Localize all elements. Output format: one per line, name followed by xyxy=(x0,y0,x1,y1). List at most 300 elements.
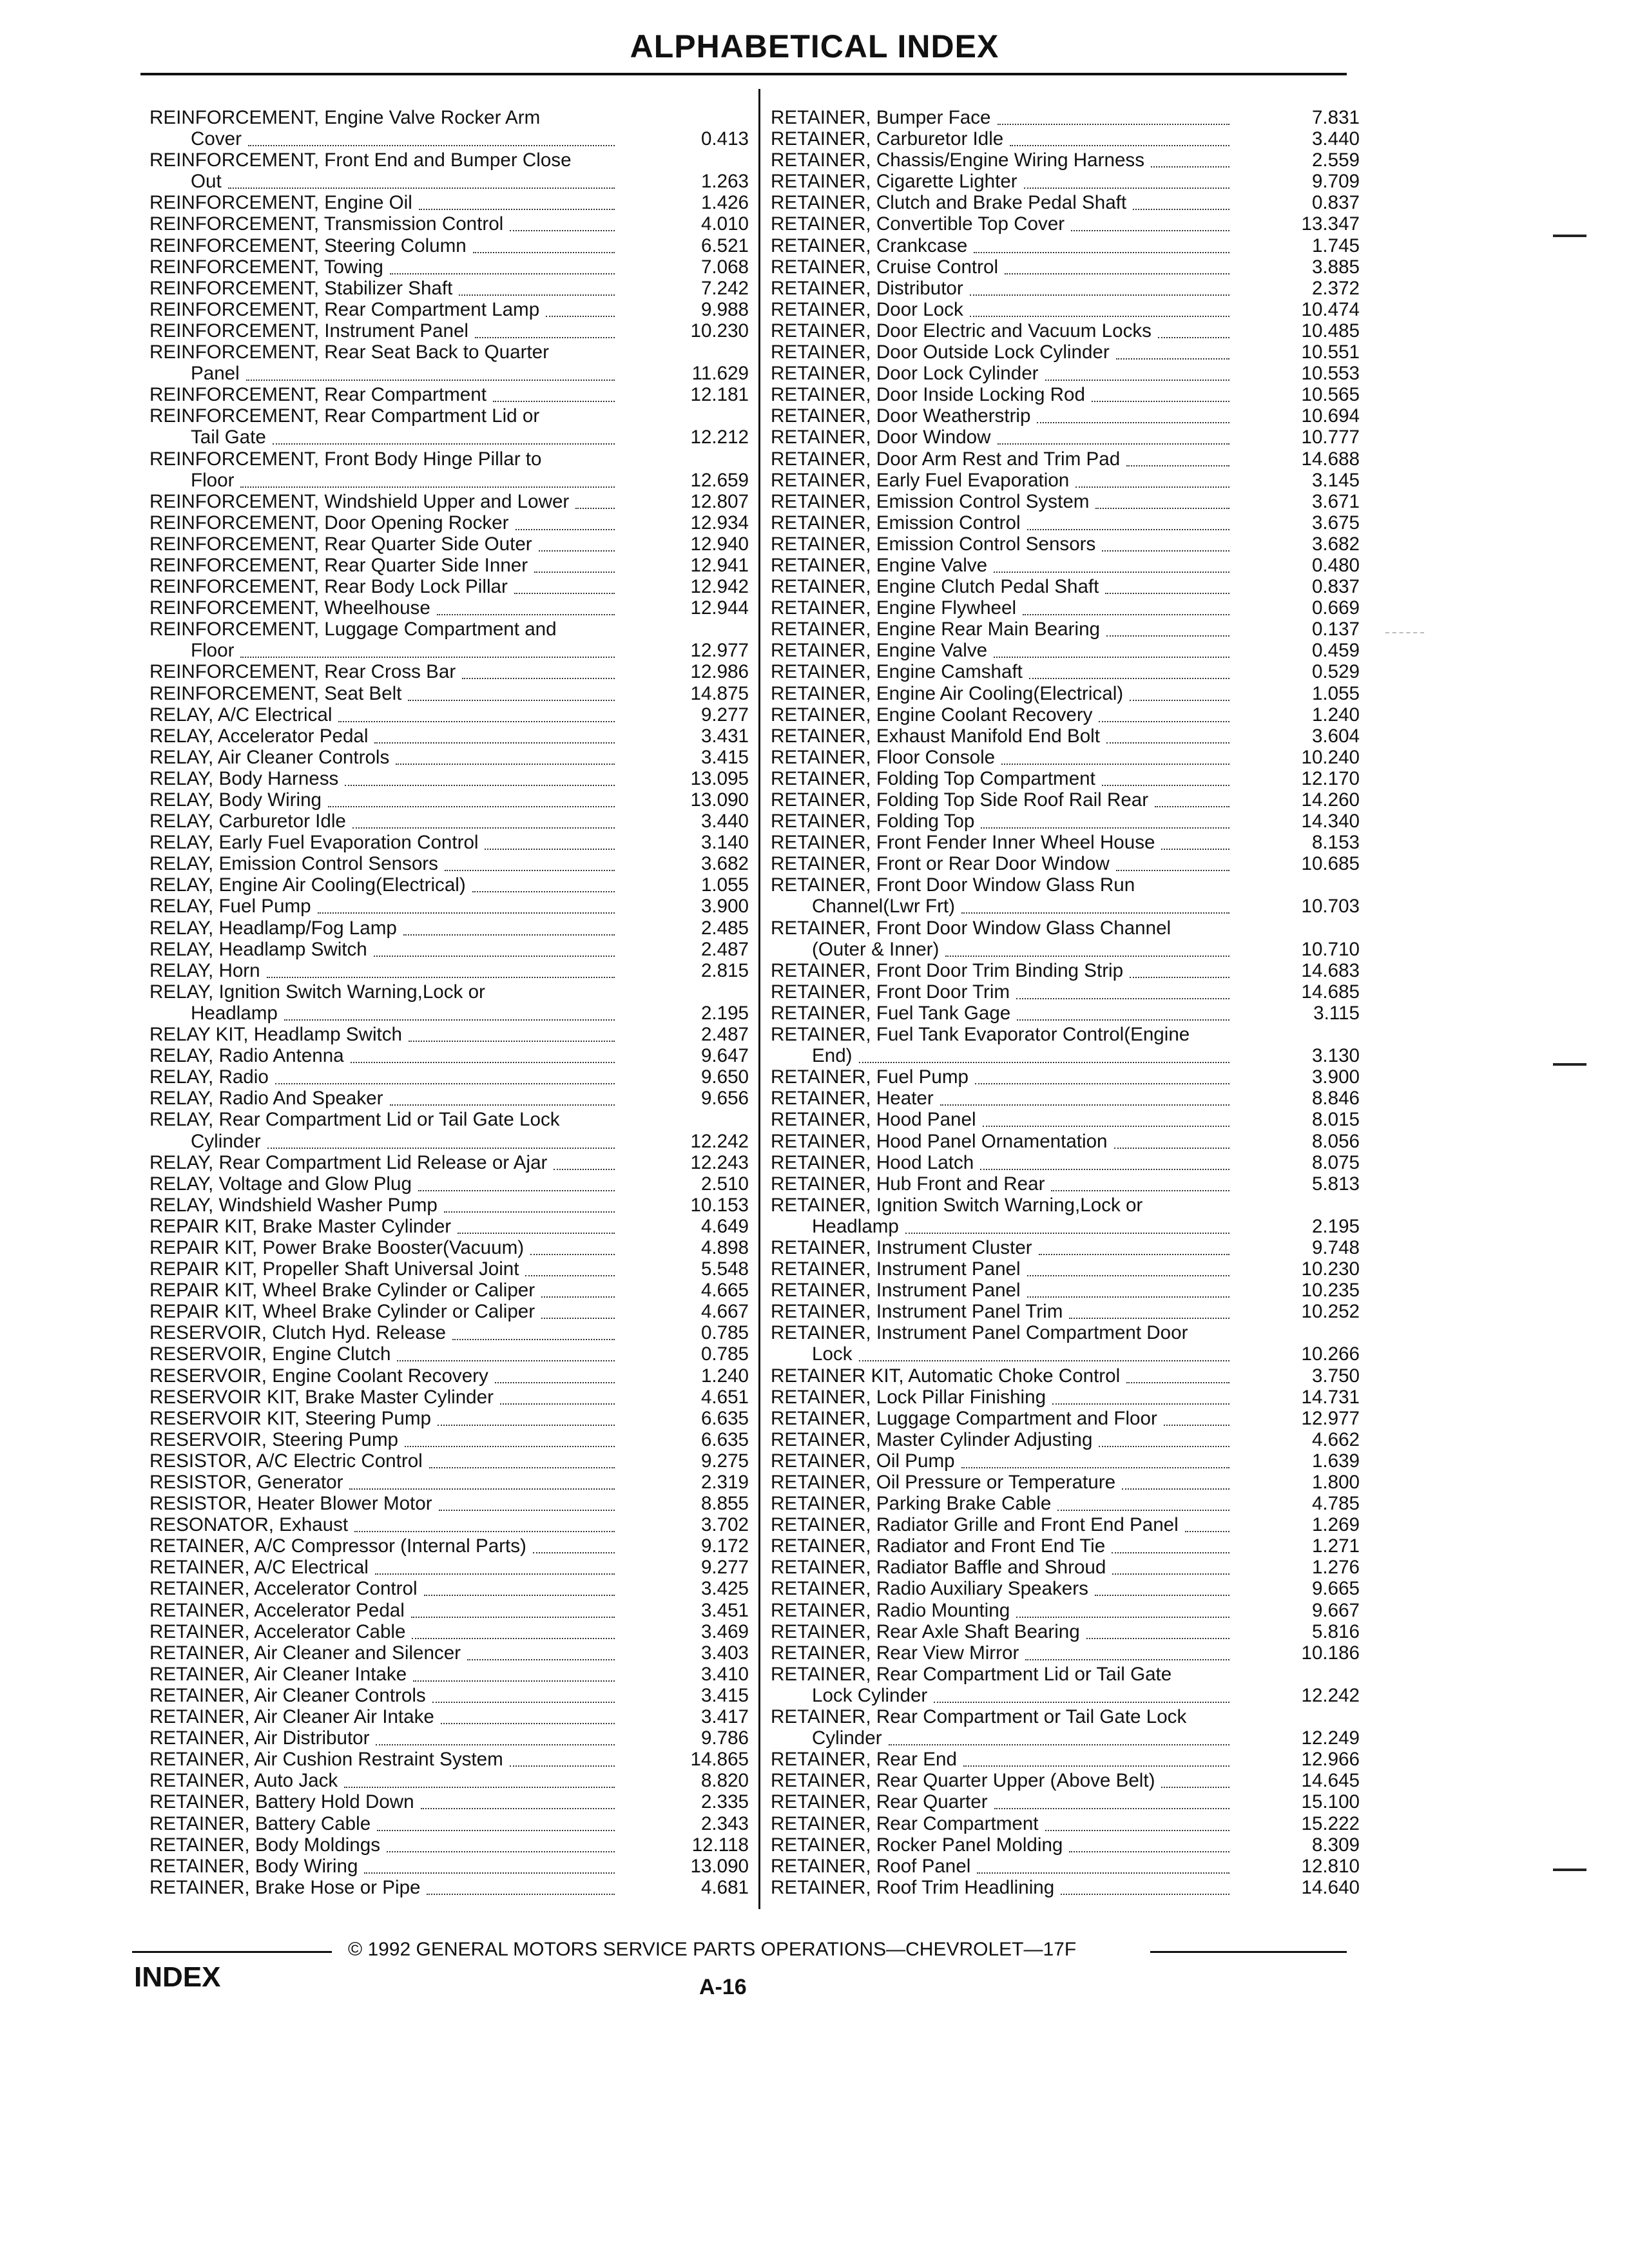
entry-page: 4.651 xyxy=(700,1386,749,1408)
entry-text: REPAIR KIT, Wheel Brake Cylinder or Caliper xyxy=(149,1280,535,1302)
entry-text: RETAINER, Hood Panel xyxy=(771,1109,976,1131)
entry-page: 10.551 xyxy=(1301,341,1360,363)
entry-text: RELAY, Air Cleaner Controls xyxy=(149,746,390,768)
dot-leader xyxy=(352,814,615,829)
index-entry xyxy=(149,938,749,960)
entry-text: RETAINER, Front Door Trim xyxy=(771,981,1010,1003)
entry-text: RETAINER, Radiator Baffle and Shroud xyxy=(771,1557,1106,1579)
entry-text: RETAINER, Instrument Panel xyxy=(771,1280,1021,1302)
dot-leader xyxy=(1106,622,1229,637)
dot-leader xyxy=(375,1561,615,1575)
dot-leader xyxy=(1001,751,1229,765)
entry-page: 12.941 xyxy=(690,554,749,576)
entry-text: RETAINER, Floor Console xyxy=(771,746,996,768)
dot-leader xyxy=(1005,260,1229,274)
dot-leader xyxy=(472,878,615,892)
index-entry xyxy=(771,1131,1360,1152)
entry-text: RESERVOIR, Steering Pump xyxy=(149,1428,398,1450)
index-entry xyxy=(149,128,749,150)
entry-page: 6.521 xyxy=(700,235,749,256)
dot-leader xyxy=(975,1070,1229,1084)
index-entry xyxy=(149,767,749,789)
dot-leader xyxy=(432,1689,615,1703)
index-entry xyxy=(771,1258,1360,1280)
dot-leader xyxy=(240,644,615,658)
index-entry xyxy=(771,1408,1360,1429)
dot-leader xyxy=(1158,324,1229,338)
entry-page: 14.865 xyxy=(690,1749,749,1771)
entry-text: RELAY, A/C Electrical xyxy=(149,704,333,726)
entry-text: RELAY, Windshield Washer Pump xyxy=(149,1194,438,1216)
entry-text: REINFORCEMENT, Rear Quarter Side Inner xyxy=(149,554,528,576)
dot-leader xyxy=(994,1795,1229,1809)
entry-text: RETAINER, Air Cleaner and Silencer xyxy=(149,1642,461,1664)
entry-text: RETAINER, Crankcase xyxy=(771,235,968,256)
entry-page: 12.986 xyxy=(690,661,749,683)
entry-text: RELAY, Headlamp/Fog Lamp xyxy=(149,917,397,939)
dot-leader xyxy=(1102,537,1229,552)
entry-page: 9.647 xyxy=(700,1045,749,1067)
entry-text: RESERVOIR, Engine Clutch xyxy=(149,1343,391,1365)
dot-leader xyxy=(485,836,615,850)
entry-text: RETAINER, Front Door Window Glass Run xyxy=(771,874,1135,896)
index-entry xyxy=(771,1727,1360,1749)
entry-text: REINFORCEMENT, Stabilizer Shaft xyxy=(149,277,453,299)
entry-page: 12.659 xyxy=(690,469,749,491)
dot-leader xyxy=(374,943,615,957)
entry-page: 3.885 xyxy=(1311,256,1360,278)
index-entry xyxy=(149,619,620,640)
dot-leader xyxy=(1052,1390,1229,1405)
entry-page: 10.710 xyxy=(1301,938,1360,960)
index-entry xyxy=(771,555,1360,576)
entry-text: RETAINER, Luggage Compartment and Floor xyxy=(771,1407,1157,1429)
entry-page: 12.977 xyxy=(690,640,749,662)
dot-leader xyxy=(541,1305,615,1319)
dot-leader xyxy=(514,580,615,594)
index-entry xyxy=(771,384,1360,405)
entry-page: 3.410 xyxy=(700,1663,749,1685)
entry-text: RETAINER, Instrument Cluster xyxy=(771,1236,1032,1258)
entry-page: 14.685 xyxy=(1301,981,1360,1003)
entry-text: RETAINER, Rear Compartment or Tail Gate Lock xyxy=(771,1706,1187,1728)
index-entry xyxy=(771,1600,1360,1621)
entry-page: 1.276 xyxy=(1311,1557,1360,1579)
entry-text: REINFORCEMENT, Front Body Hinge Pillar to xyxy=(149,448,542,470)
entry-page: 2.372 xyxy=(1311,277,1360,299)
entry-text: RETAINER, Folding Top xyxy=(771,811,975,832)
index-entry xyxy=(149,1002,749,1024)
dot-leader xyxy=(1069,1838,1229,1852)
entry-text: RESISTOR, Heater Blower Motor xyxy=(149,1493,432,1515)
entry-text: RELAY, Body Harness xyxy=(149,767,339,789)
dot-leader xyxy=(475,324,615,338)
index-entry xyxy=(771,470,1360,491)
index-entry xyxy=(771,491,1360,512)
dot-leader xyxy=(859,1347,1229,1361)
dot-leader xyxy=(961,1454,1229,1468)
entry-text: RETAINER, Fuel Tank Gage xyxy=(771,1002,1011,1024)
entry-page: 10.565 xyxy=(1301,384,1360,406)
entry-text: RESERVOIR KIT, Brake Master Cylinder xyxy=(149,1386,494,1408)
entry-page: 7.831 xyxy=(1311,107,1360,128)
dot-leader xyxy=(970,282,1229,296)
index-entry xyxy=(771,1216,1360,1237)
entry-text: RETAINER, Heater xyxy=(771,1088,934,1110)
dot-leader xyxy=(1099,708,1229,722)
dot-leader xyxy=(977,1860,1229,1874)
entry-page: 3.145 xyxy=(1311,469,1360,491)
dot-leader xyxy=(408,687,615,701)
entry-page: 2.335 xyxy=(700,1791,749,1813)
index-entry xyxy=(149,1535,749,1557)
entry-page: 2.319 xyxy=(700,1472,749,1493)
index-entry xyxy=(771,619,1360,640)
entry-page: 8.855 xyxy=(700,1493,749,1515)
entry-page: 1.745 xyxy=(1311,235,1360,256)
dot-leader xyxy=(1029,665,1229,679)
entry-text: REINFORCEMENT, Door Opening Rocker xyxy=(149,512,509,533)
index-entry xyxy=(771,1472,1360,1493)
index-entry xyxy=(771,427,1360,448)
entry-page: 10.777 xyxy=(1301,427,1360,448)
entry-text: RETAINER, Air Cleaner Air Intake xyxy=(149,1706,434,1728)
index-entry xyxy=(771,960,1360,981)
dot-leader xyxy=(1151,153,1229,168)
dot-leader xyxy=(405,1433,615,1447)
entry-page: 1.263 xyxy=(700,171,749,193)
dot-leader xyxy=(530,1241,615,1255)
entry-page: 9.650 xyxy=(700,1066,749,1088)
entry-page: 12.243 xyxy=(690,1151,749,1173)
entry-text: RETAINER, Hood Panel Ornamentation xyxy=(771,1130,1108,1152)
entry-page: 12.810 xyxy=(1301,1855,1360,1877)
entry-page: 4.667 xyxy=(700,1301,749,1323)
entry-page: 2.487 xyxy=(700,1024,749,1046)
entry-page: 8.846 xyxy=(1311,1088,1360,1110)
entry-text: Lock Cylinder xyxy=(812,1684,928,1706)
index-entry xyxy=(149,1791,749,1813)
dot-leader xyxy=(1016,985,1229,999)
entry-text: RETAINER KIT, Automatic Choke Control xyxy=(771,1365,1121,1387)
entry-text: REINFORCEMENT, Windshield Upper and Lower xyxy=(149,490,570,512)
dot-leader xyxy=(510,1753,615,1767)
entry-text: RETAINER, Fuel Tank Evaporator Control(Engine xyxy=(771,1024,1190,1046)
index-entry xyxy=(149,107,620,128)
entry-page: 13.347 xyxy=(1301,213,1360,235)
dot-leader xyxy=(859,1049,1229,1063)
entry-page: 3.415 xyxy=(700,1684,749,1706)
entry-text: RELAY, Carburetor Idle xyxy=(149,811,346,832)
dot-leader xyxy=(351,1049,615,1063)
index-entry xyxy=(149,1663,749,1685)
entry-text: Out xyxy=(191,171,222,193)
entry-page: 3.671 xyxy=(1311,490,1360,512)
dot-leader xyxy=(1010,132,1229,146)
index-entry xyxy=(771,918,1360,939)
margin-mark xyxy=(1553,1063,1586,1066)
dot-leader xyxy=(1045,367,1229,381)
entry-page: 9.665 xyxy=(1311,1578,1360,1600)
footer-rule-left xyxy=(132,1951,332,1953)
entry-text: RETAINER, Door Inside Locking Rod xyxy=(771,384,1085,406)
index-entry xyxy=(149,640,749,662)
entry-text: REINFORCEMENT, Rear Seat Back to Quarter xyxy=(149,341,549,363)
dot-leader xyxy=(403,921,615,936)
dot-leader xyxy=(438,1412,615,1426)
entry-text: RETAINER, Engine Flywheel xyxy=(771,597,1017,619)
dot-leader xyxy=(467,1646,615,1660)
index-entry xyxy=(149,832,749,854)
right-index-column xyxy=(771,107,1360,1898)
entry-text: RELAY, Rear Compartment Lid or Tail Gate Lock xyxy=(149,1109,560,1131)
dot-leader xyxy=(273,430,615,445)
dot-leader xyxy=(248,132,615,146)
dot-leader xyxy=(1092,388,1229,402)
index-entry xyxy=(149,320,749,341)
index-entry xyxy=(771,1706,1360,1727)
index-entry xyxy=(771,1834,1360,1856)
index-entry xyxy=(771,683,1360,704)
entry-text: RESONATOR, Exhaust xyxy=(149,1514,349,1536)
dot-leader xyxy=(980,1156,1229,1170)
entry-page: 13.095 xyxy=(690,767,749,789)
entry-text: RELAY, Radio And Speaker xyxy=(149,1088,383,1110)
index-entry xyxy=(149,1088,749,1110)
entry-page: 3.130 xyxy=(1311,1045,1360,1067)
dot-leader xyxy=(934,1689,1229,1703)
entry-page: 0.137 xyxy=(1311,619,1360,640)
index-entry xyxy=(771,320,1360,341)
dot-leader xyxy=(905,1220,1229,1234)
index-entry xyxy=(771,341,1360,363)
index-entry xyxy=(771,1322,1360,1343)
entry-text: RETAINER, Accelerator Pedal xyxy=(149,1599,405,1621)
entry-text: Headlamp xyxy=(191,1002,278,1024)
entry-page: 2.343 xyxy=(700,1812,749,1834)
entry-page: 0.459 xyxy=(1311,640,1360,662)
entry-text: RETAINER, Door Lock xyxy=(771,298,963,320)
entry-page: 12.942 xyxy=(690,576,749,598)
entry-text: RETAINER, Air Cleaner Intake xyxy=(149,1663,407,1685)
dot-leader xyxy=(994,559,1229,573)
margin-mark xyxy=(1553,235,1586,237)
entry-page: 7.242 xyxy=(700,277,749,299)
entry-page: 12.807 xyxy=(690,490,749,512)
dot-leader xyxy=(1051,1177,1229,1191)
dot-leader xyxy=(429,1454,615,1468)
index-entry xyxy=(149,1024,749,1046)
entry-text: RETAINER, Door Window xyxy=(771,427,991,448)
entry-text: RETAINER, Brake Hose or Pipe xyxy=(149,1876,421,1898)
entry-text: REINFORCEMENT, Rear Cross Bar xyxy=(149,661,456,683)
entry-text: RETAINER, Door Weatherstrip xyxy=(771,405,1031,427)
entry-page: 10.235 xyxy=(1301,1280,1360,1302)
entry-page: 9.988 xyxy=(700,298,749,320)
entry-text: REINFORCEMENT, Seat Belt xyxy=(149,682,402,704)
index-entry xyxy=(149,746,749,768)
entry-page: 1.240 xyxy=(700,1365,749,1387)
dot-leader xyxy=(1037,409,1229,423)
dot-leader xyxy=(1161,836,1229,850)
dot-leader xyxy=(1102,772,1229,786)
index-entry xyxy=(771,1301,1360,1322)
index-entry xyxy=(771,363,1360,384)
margin-mark xyxy=(1553,1869,1586,1871)
dot-leader xyxy=(439,1497,615,1511)
index-entry xyxy=(149,1280,749,1302)
entry-page: 3.750 xyxy=(1311,1365,1360,1387)
entry-page: 10.694 xyxy=(1301,405,1360,427)
entry-page: 4.649 xyxy=(700,1215,749,1237)
entry-text: RESISTOR, A/C Electric Control xyxy=(149,1450,423,1472)
entry-text: RETAINER, Accelerator Cable xyxy=(149,1620,406,1642)
dot-leader xyxy=(539,537,615,552)
entry-text: RETAINER, Emission Control System xyxy=(771,490,1090,512)
index-entry xyxy=(149,1194,749,1216)
entry-page: 14.875 xyxy=(690,682,749,704)
footer-section-label: INDEX xyxy=(134,1961,221,1993)
dot-leader xyxy=(275,1070,615,1084)
entry-page: 3.417 xyxy=(700,1706,749,1728)
index-entry xyxy=(149,384,749,406)
index-entry xyxy=(771,811,1360,832)
index-entry xyxy=(149,1578,749,1600)
entry-page: 3.682 xyxy=(1311,533,1360,555)
index-entry xyxy=(149,363,749,385)
entry-text: REINFORCEMENT, Wheelhouse xyxy=(149,597,430,619)
dot-leader xyxy=(338,708,615,722)
entry-text: RETAINER, Parking Brake Cable xyxy=(771,1493,1052,1515)
entry-text: RETAINER, Front or Rear Door Window xyxy=(771,853,1110,875)
index-entry xyxy=(771,171,1360,192)
entry-page: 12.249 xyxy=(1301,1727,1360,1749)
entry-page: 9.667 xyxy=(1311,1599,1360,1621)
index-entry xyxy=(149,1876,749,1898)
index-entry xyxy=(771,1557,1360,1578)
entry-text: RETAINER, Oil Pump xyxy=(771,1450,955,1472)
entry-text: RETAINER, Rear Quarter xyxy=(771,1791,988,1813)
entry-page: 0.669 xyxy=(1311,597,1360,619)
entry-page: 3.900 xyxy=(700,896,749,918)
index-entry xyxy=(149,427,749,448)
entry-text: REINFORCEMENT, Engine Oil xyxy=(149,192,412,214)
entry-page: 9.172 xyxy=(700,1535,749,1557)
dot-leader xyxy=(1161,1774,1229,1788)
dot-leader xyxy=(1045,1817,1229,1831)
dot-leader xyxy=(444,1198,615,1213)
dot-leader xyxy=(376,1731,615,1745)
index-entry xyxy=(771,1429,1360,1450)
entry-text: Cylinder xyxy=(812,1727,882,1749)
dot-leader xyxy=(459,282,615,296)
entry-text: RETAINER, Rocker Panel Molding xyxy=(771,1834,1063,1856)
entry-page: 3.403 xyxy=(700,1642,749,1664)
index-entry xyxy=(771,1856,1360,1877)
index-entry xyxy=(149,1472,749,1493)
dot-leader xyxy=(427,1881,615,1895)
dot-leader xyxy=(1027,1262,1229,1276)
index-entry xyxy=(771,1343,1360,1365)
dot-leader xyxy=(1114,1135,1229,1149)
entry-text: Tail Gate xyxy=(191,427,266,448)
index-entry xyxy=(771,1791,1360,1812)
entry-text: RETAINER, Rear Axle Shaft Bearing xyxy=(771,1620,1080,1642)
entry-page: 9.277 xyxy=(700,1557,749,1579)
entry-text: RETAINER, Distributor xyxy=(771,277,963,299)
entry-page: 10.553 xyxy=(1301,363,1360,385)
footer-copyright: © 1992 GENERAL MOTORS SERVICE PARTS OPERATIONS—CHEVROLET—17F xyxy=(348,1939,1077,1960)
entry-page: 14.683 xyxy=(1301,959,1360,981)
entry-text: REINFORCEMENT, Steering Column xyxy=(149,235,467,256)
index-entry xyxy=(771,747,1360,768)
entry-page: 10.186 xyxy=(1301,1642,1360,1664)
dot-leader xyxy=(1016,1604,1229,1618)
entry-page: 12.118 xyxy=(691,1834,749,1856)
dot-leader xyxy=(452,1326,615,1340)
column-divider xyxy=(758,89,760,1909)
index-entry xyxy=(771,1877,1360,1898)
entry-text: REINFORCEMENT, Front End and Bumper Close xyxy=(149,149,572,171)
entry-text: RETAINER, Battery Cable xyxy=(149,1812,371,1834)
entry-page: 5.816 xyxy=(1311,1620,1360,1642)
dot-leader xyxy=(533,1539,615,1553)
entry-page: 3.415 xyxy=(700,746,749,768)
index-entry xyxy=(771,533,1360,555)
index-entry xyxy=(771,1450,1360,1472)
entry-page: 13.090 xyxy=(690,1855,749,1877)
dot-leader xyxy=(390,1091,615,1106)
index-entry xyxy=(771,1365,1360,1387)
index-entry xyxy=(149,192,749,214)
dot-leader xyxy=(974,239,1229,253)
dot-leader xyxy=(963,1753,1229,1767)
entry-page: 2.487 xyxy=(700,938,749,960)
entry-text: (Outer & Inner) xyxy=(812,938,940,960)
index-entry xyxy=(149,1109,620,1130)
index-entry xyxy=(771,576,1360,597)
entry-page: 5.548 xyxy=(700,1258,749,1280)
index-entry xyxy=(149,1620,749,1642)
entry-text: REINFORCEMENT, Towing xyxy=(149,256,383,278)
dot-leader xyxy=(495,1369,615,1383)
entry-page: 3.469 xyxy=(700,1620,749,1642)
index-entry xyxy=(771,192,1360,213)
dot-leader xyxy=(1075,474,1229,488)
entry-page: 3.604 xyxy=(1311,725,1360,747)
entry-text: RELAY, Radio Antenna xyxy=(149,1045,344,1067)
entry-page: 3.682 xyxy=(700,853,749,875)
dot-leader xyxy=(387,1838,615,1852)
dot-leader xyxy=(240,474,615,488)
dot-leader xyxy=(1112,1539,1229,1553)
entry-page: 0.785 xyxy=(700,1322,749,1344)
entry-text: Headlamp xyxy=(812,1215,899,1237)
index-entry xyxy=(771,981,1360,1003)
index-entry xyxy=(771,704,1360,726)
entry-text: RETAINER, Accelerator Control xyxy=(149,1578,418,1600)
dot-leader xyxy=(409,1028,615,1042)
index-entry xyxy=(149,149,620,171)
index-entry xyxy=(771,1088,1360,1109)
index-entry xyxy=(771,789,1360,811)
index-entry xyxy=(771,1813,1360,1834)
index-entry xyxy=(771,832,1360,853)
index-entry xyxy=(771,1045,1360,1066)
dot-leader xyxy=(397,1347,615,1361)
index-entry xyxy=(149,959,749,981)
entry-text: RETAINER, Cruise Control xyxy=(771,256,999,278)
